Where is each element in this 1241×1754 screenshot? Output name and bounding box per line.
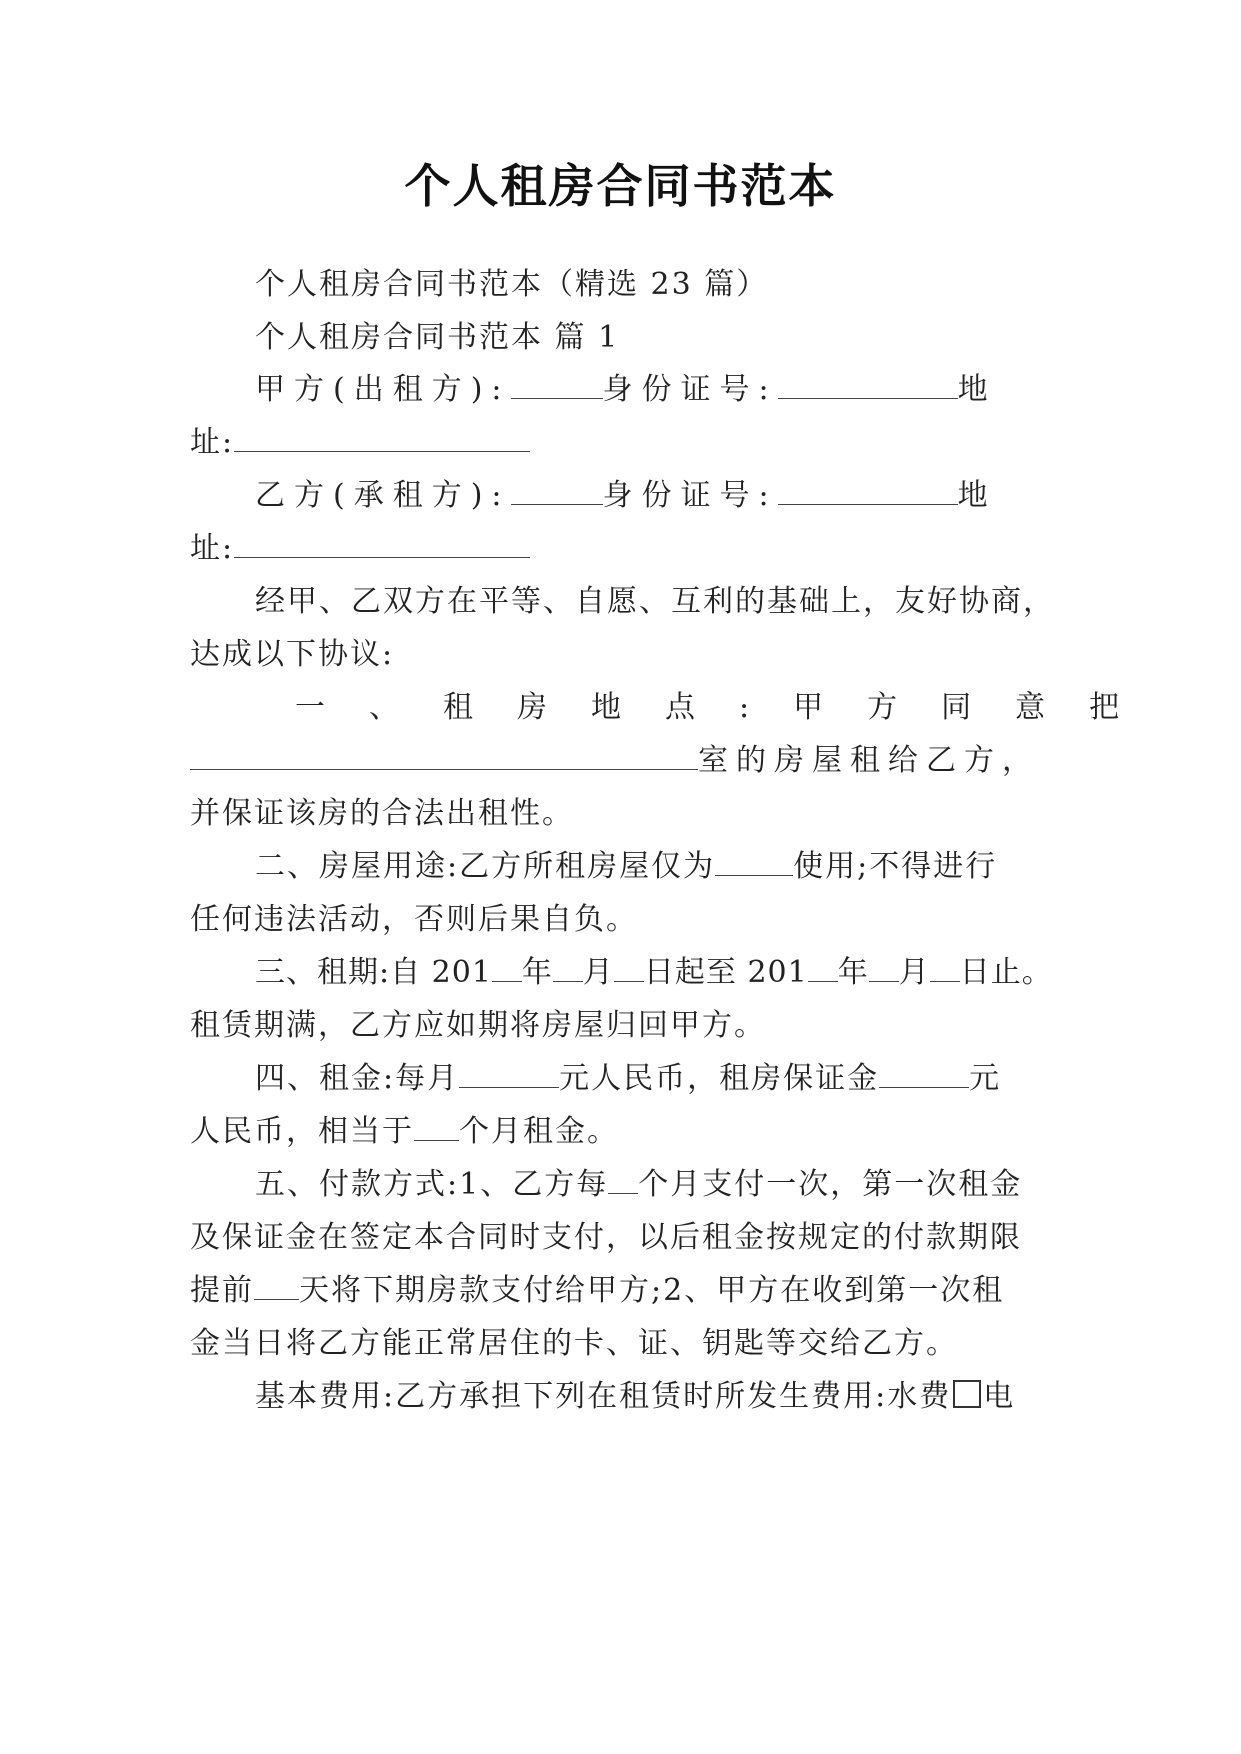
clause-2-line-1 [255,847,997,887]
clause-1-line-1: 一、租房地点:甲方同意把 [295,690,1164,725]
clause-3-text-a: 三、租期:自 201 [255,955,492,990]
clause-3-text-g: 日止。 [959,955,1053,990]
basic-fees-text-a: 基本费用:乙方承担下列在租赁时所发生费用:水费 [255,1379,952,1414]
clause-4-rent-blank [459,1059,559,1088]
clause-5-line-4: 金当日将乙方能正常居住的卡、证、钥匙等交给乙方。 [190,1326,958,1361]
basic-fees-text-b: 电 [983,1379,1016,1414]
party-a-label: 甲方(出租方): [255,372,511,407]
party-a-name-blank [511,370,603,399]
document-subtitle: 个人租房合同书范本（精选 23 篇） [255,267,769,302]
clause-4-text-b: 元人民币，租房保证金 [559,1061,880,1096]
clause-3-line-1 [255,953,1053,993]
clause-3-end-day-blank [930,953,960,982]
clause-1-line-2 [190,741,1040,781]
party-a-line [255,370,997,410]
clause-4-text-a: 四、租金:每月 [255,1061,460,1096]
party-a-id-blank [778,370,958,399]
section-heading: 个人租房合同书范本 篇 1 [255,320,620,355]
party-a-address-label-cont: 址: [190,425,235,460]
document-title: 个人租房合同书范本 [404,159,837,213]
clause-5-text-b: 个月支付一次，第一次租金 [638,1167,1023,1202]
party-b-id-label: 身份证号: [602,478,778,513]
clause-3-line-2: 租赁期满，乙方应如期将房屋归回甲方。 [190,1008,766,1043]
party-b-label: 乙方(承租方): [255,478,511,513]
intro-paragraph-line-2: 达成以下协议: [190,637,395,672]
party-b-id-blank [778,476,958,505]
party-a-address-label: 地 [957,372,997,407]
party-b-address-blank [234,529,530,558]
clause-4-text-e: 个月租金。 [459,1114,619,1149]
intro-paragraph-line-1: 经甲、乙双方在平等、自愿、互利的基础上，友好协商， [255,584,1055,619]
clause-3-end-month-blank [869,953,899,982]
clause-3-year-1: 年 [521,955,553,990]
clause-3-text-d: 日起至 201 [643,955,808,990]
clause-5-line-1 [255,1165,1022,1205]
clause-4-text-c: 元 [969,1061,1002,1096]
party-b-name-blank [511,476,603,505]
clause-5-months-blank [608,1165,638,1194]
clause-4-line-2 [190,1112,619,1152]
clause-5-line-3 [190,1271,1004,1311]
clause-1-location-blank [190,741,698,770]
clause-4-line-1 [255,1059,1001,1099]
clause-3-start-month-blank [553,953,583,982]
clause-2-line-2: 任何违法活动，否则后果自负。 [190,902,638,937]
clause-5-days-blank [254,1271,299,1300]
clause-1-line-2-text: 室的房屋租给乙方， [698,743,1040,778]
clause-5-text-a: 五、付款方式:1、乙方每 [255,1167,609,1202]
clause-3-month-2: 月 [898,955,930,990]
basic-fees-line [255,1377,1015,1417]
clause-3-end-year-blank [808,953,838,982]
clause-2-use-blank [715,847,793,876]
clause-4-text-d: 人民币，相当于 [190,1114,414,1149]
party-b-address-label-cont: 址: [190,531,235,566]
party-a-id-label: 身份证号: [602,372,778,407]
clause-2-text-a: 二、房屋用途:乙方所租房屋仅为 [255,849,716,884]
party-a-address-blank [234,423,530,452]
clause-3-month-1: 月 [582,955,614,990]
party-b-line [255,476,997,516]
clause-5-line-2: 及保证金在签定本合同时支付，以后租金按规定的付款期限 [190,1220,1022,1255]
clause-2-text-b: 使用;不得进行 [793,849,998,884]
clause-3-year-2: 年 [837,955,869,990]
clause-3-start-year-blank [492,953,522,982]
party-b-address-label: 地 [957,478,997,513]
clause-4-deposit-blank [879,1059,969,1088]
party-a-address-line [190,423,530,463]
clause-3-start-day-blank [614,953,644,982]
water-fee-checkbox[interactable] [953,1380,981,1408]
clause-5-text-c: 提前 [190,1273,254,1308]
clause-4-months-blank [414,1112,459,1141]
clause-1-line-3: 并保证该房的合法出租性。 [190,796,574,831]
party-b-address-line [190,529,530,569]
clause-5-text-d: 天将下期房款支付给甲方;2、甲方在收到第一次租 [299,1273,1005,1308]
